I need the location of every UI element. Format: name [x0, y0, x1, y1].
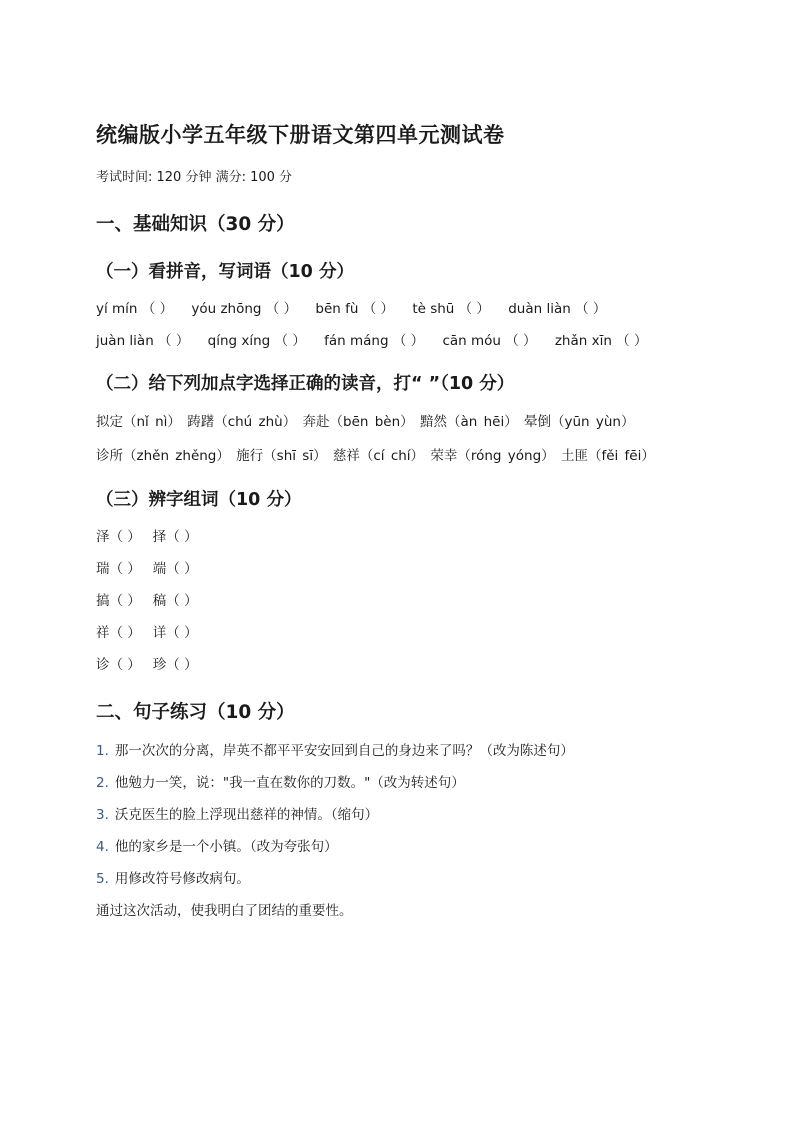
sentence-text: 那一次次的分离，岸英不都平平安安回到自己的身边来了吗？（改为陈述句） [114, 743, 574, 759]
pinyin-item: yí mín （ ） [96, 301, 174, 317]
sentence-text: 他的家乡是一个小镇。（改为夸张句） [114, 839, 338, 855]
pinyin-item: zhǎn xīn （ ） [554, 333, 648, 349]
bian-row [96, 622, 698, 644]
bian-item: 择（ ） [152, 529, 198, 545]
sentence-text: 他勉力一笑，说："我一直在数你的刀数。"（改为转述句） [114, 775, 465, 791]
bian-item: 珍（ ） [152, 657, 198, 673]
sentence-text: 沃克医生的脸上浮现出慈祥的神情。（缩句） [114, 807, 379, 823]
sentence-item [96, 772, 698, 794]
subsection-3-heading: （三）辨字组词（10 分） [96, 490, 302, 510]
pinyin-item: duàn liàn （ ） [508, 301, 607, 317]
section-2-heading: 二、句子练习（10 分） [96, 702, 295, 723]
sentence-item [96, 804, 698, 826]
bian-item: 诊（ ） [96, 657, 141, 673]
reading-line-1: 拟定（nǐ nì） 踌躇（chú zhù） 奔赴（bēn bèn） 黯然（àn hēi） 晕倒（yūn yùn） [96, 414, 635, 430]
bian-item: 泽（ ） [96, 529, 141, 545]
bian-row [96, 654, 698, 676]
reading-line-2: 诊所（zhěn zhěng） 施行（shī sī） 慈祥（cí chí） 荣幸（róng yóng） 土匪（fěi fēi） [96, 448, 655, 464]
sentence-number: 1. [96, 743, 109, 759]
sentence-number: 4. [96, 839, 109, 855]
sentence-number: 2. [96, 775, 109, 791]
sentence-item [96, 868, 698, 890]
bian-item: 搞（ ） [96, 593, 141, 609]
bian-row [96, 590, 698, 612]
section-1-heading: 一、基础知识（30 分） [96, 214, 295, 235]
pinyin-row-2 [96, 330, 698, 352]
sentence-number: 3. [96, 807, 109, 823]
subsection-2-heading: （二）给下列加点字选择正确的读音，打“ ”（10 分） [96, 374, 515, 394]
bian-row [96, 526, 698, 548]
subsection-1-heading: （一）看拼音，写词语（10 分） [96, 262, 354, 282]
bian-item: 瑞（ ） [96, 561, 141, 577]
pinyin-item: cān móu （ ） [442, 333, 537, 349]
exam-meta: 考试时间: 120 分钟 满分: 100 分 [96, 170, 293, 185]
sentence-item [96, 836, 698, 858]
bian-row [96, 558, 698, 580]
pinyin-item: tè shū （ ） [412, 301, 490, 317]
pinyin-item: juàn liàn （ ） [96, 333, 190, 349]
pinyin-item: bēn fù （ ） [315, 301, 395, 317]
sick-sentence: 通过这次活动，使我明白了团结的重要性。 [96, 903, 353, 919]
bian-item: 端（ ） [152, 561, 198, 577]
bian-item: 祥（ ） [96, 625, 141, 641]
sentence-number: 5. [96, 871, 109, 887]
document-title: 统编版小学五年级下册语文第四单元测试卷 [96, 123, 505, 147]
sentence-text: 用修改符号修改病句。 [114, 871, 250, 887]
bian-item: 稿（ ） [152, 593, 198, 609]
sentence-item [96, 740, 698, 762]
bian-item: 详（ ） [152, 625, 198, 641]
exam-page [96, 118, 698, 922]
pinyin-item: fán máng （ ） [324, 333, 425, 349]
pinyin-row-1 [96, 298, 698, 320]
pinyin-item: yóu zhōng （ ） [191, 301, 298, 317]
pinyin-item: qíng xíng （ ） [207, 333, 306, 349]
